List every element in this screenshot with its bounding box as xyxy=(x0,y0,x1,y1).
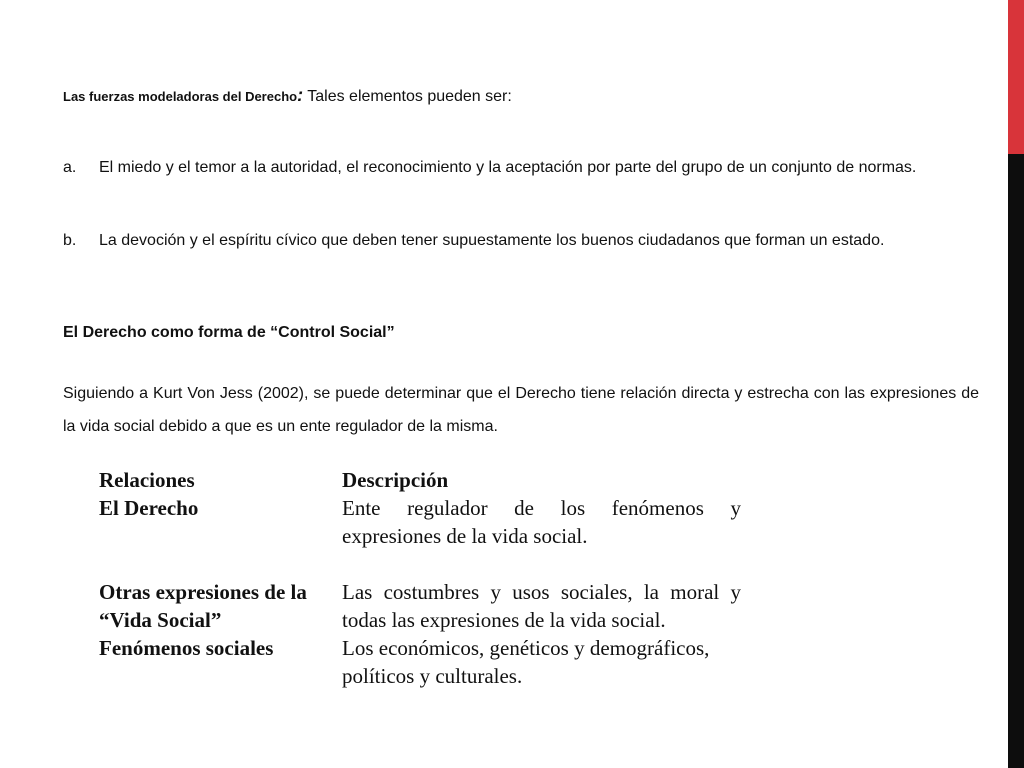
table-cell-relation: El Derecho xyxy=(99,496,199,520)
description-line: Los económicos, genéticos y demográficos, xyxy=(342,636,710,660)
intro-text: Tales elementos pueden ser: xyxy=(303,88,512,105)
table-cell-relation: Fenómenos sociales xyxy=(99,636,274,660)
table-cell-relation xyxy=(99,578,342,634)
description-line: expresiones de la vida social. xyxy=(342,524,588,548)
relations-table xyxy=(99,466,741,690)
table-row xyxy=(99,494,741,550)
table-row xyxy=(99,578,741,634)
accent-bar-black xyxy=(1008,154,1024,768)
table-header-row xyxy=(99,466,741,494)
intro-line xyxy=(63,85,512,106)
list-item-b xyxy=(63,229,979,253)
list-marker: b. xyxy=(63,232,77,249)
relation-line: “Vida Social” xyxy=(99,608,222,632)
section-paragraph: Siguiendo a Kurt Von Jess (2002), se puede determinar que el Derecho tiene relación directa y estrecha con las expresiones de la vida social debido a que es un ente regulador de la misma. xyxy=(63,385,979,435)
list-item-a xyxy=(63,156,979,180)
list-text: La devoción y el espíritu cívico que deben tener supuestamente los buenos ciudadanos que forman un estado. xyxy=(99,232,885,249)
table-row xyxy=(99,634,741,690)
section-title: El Derecho como forma de “Control Social” xyxy=(63,324,395,341)
table-header-relaciones: Relaciones xyxy=(99,468,195,492)
table-cell-description xyxy=(342,634,741,690)
description-line: Las costumbres y usos sociales, la moral y xyxy=(342,580,741,604)
table-spacer xyxy=(99,550,741,578)
table-cell-description xyxy=(342,578,741,634)
intro-title: Las fuerzas modeladoras del Derecho xyxy=(63,89,298,104)
relation-line: Otras expresiones de la xyxy=(99,580,307,604)
table-cell-description xyxy=(342,494,741,550)
accent-bar-red xyxy=(1008,0,1024,154)
description-line: políticos y culturales. xyxy=(342,664,523,688)
list-text: El miedo y el temor a la autoridad, el reconocimiento y la aceptación por parte del grupo de un conjunto de normas. xyxy=(99,159,917,176)
list-marker: a. xyxy=(63,159,77,176)
description-line: todas las expresiones de la vida social. xyxy=(342,608,666,632)
table-header-descripcion: Descripción xyxy=(342,468,449,492)
intro-colon: : xyxy=(297,85,304,105)
description-line: Ente regulador de los fenómenos y xyxy=(342,496,741,520)
